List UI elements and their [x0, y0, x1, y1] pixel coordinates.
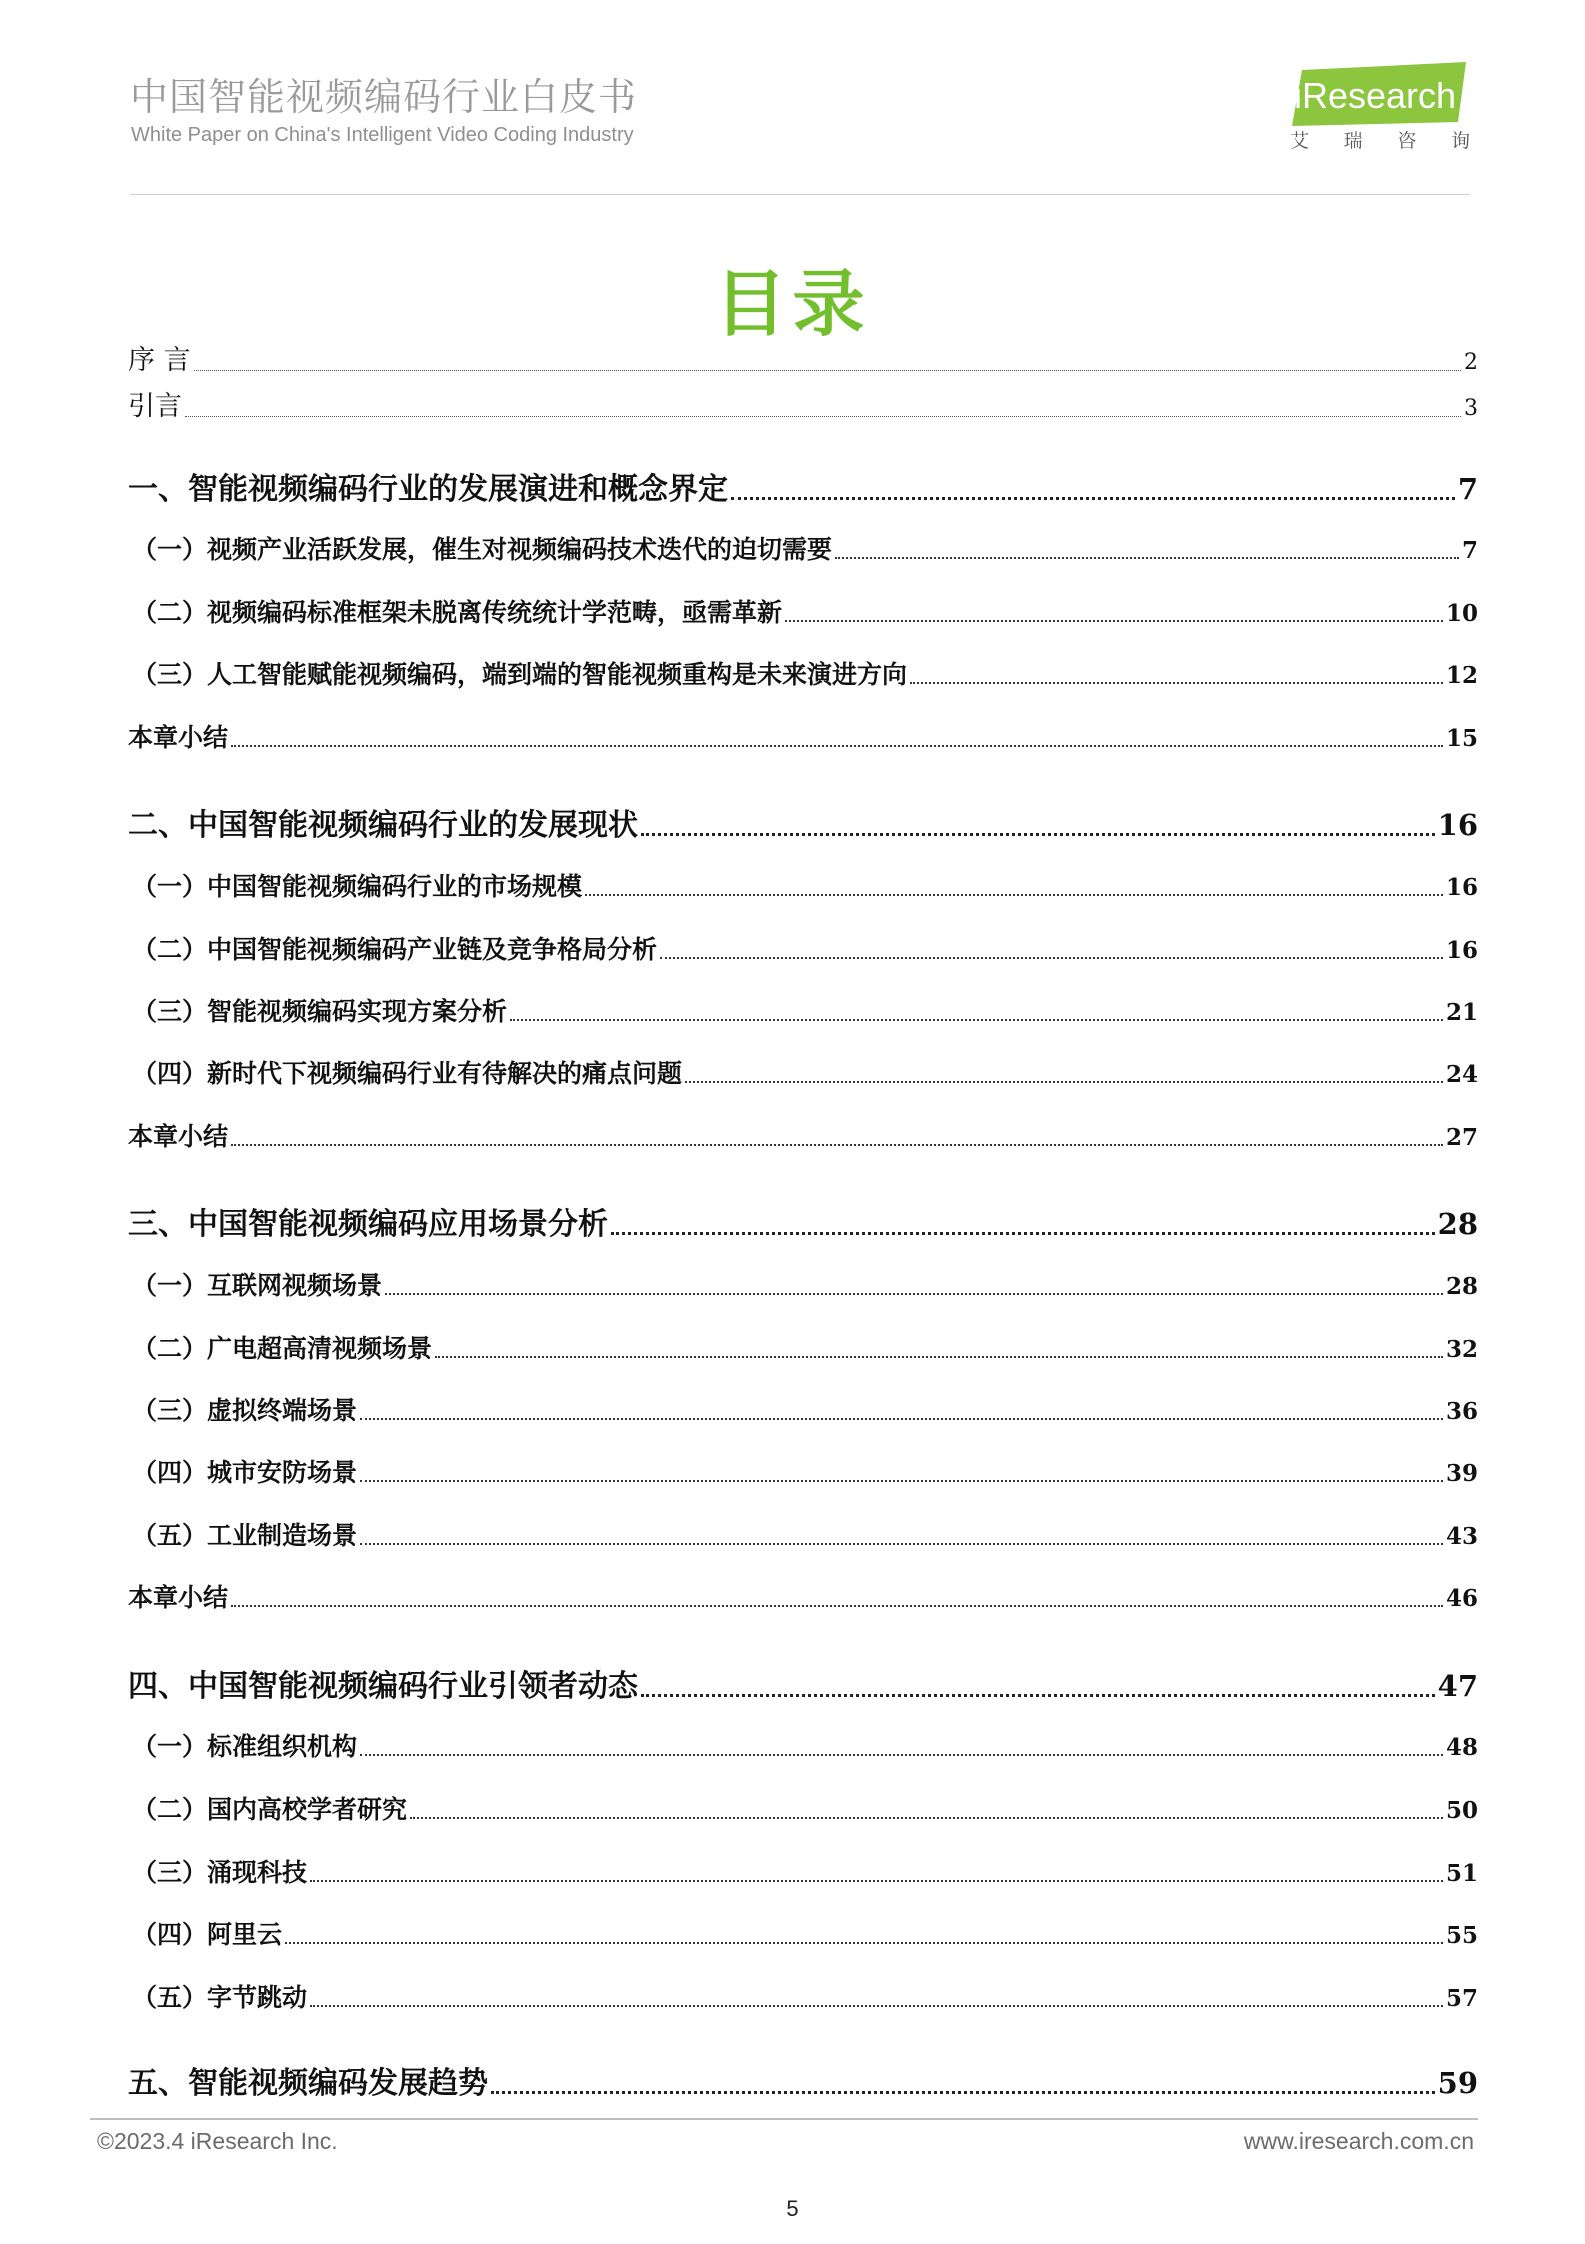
toc-section-label: （五）字节跳动	[132, 1983, 308, 2012]
toc-section-label: （三）涌现科技	[132, 1858, 308, 1887]
toc-section-page: 43	[1445, 1523, 1478, 1550]
toc-section-page: 57	[1445, 1985, 1478, 2012]
toc-chapter-page: 7	[1457, 472, 1478, 506]
toc-chapter-summary[interactable]	[128, 1578, 1478, 1614]
dot-leader	[231, 1144, 1443, 1146]
toc-chapter-title: 五、智能视频编码发展趋势	[128, 2066, 488, 2101]
toc-section-page: 39	[1445, 1460, 1478, 1487]
toc-chapter-title: 四、中国智能视频编码行业引领者动态	[128, 1669, 638, 1704]
footer-divider	[90, 2118, 1478, 2120]
document-title: 中国智能视频编码行业白皮书	[130, 75, 638, 119]
dot-leader	[910, 682, 1443, 684]
logo-char: 询	[1450, 130, 1470, 152]
toc-section-page: 16	[1445, 874, 1478, 901]
dot-leader	[185, 416, 1461, 417]
toc-section[interactable]	[128, 1054, 1478, 1090]
toc-section-page: 36	[1445, 1398, 1478, 1425]
toc-entry-label: 引言	[128, 391, 182, 422]
toc-chapter-page: 59	[1437, 2066, 1478, 2100]
page-number: 5	[786, 2196, 799, 2221]
toc-section-page: 55	[1445, 1922, 1478, 1949]
toc-entry-page: 2	[1464, 350, 1478, 375]
footer-website[interactable]: www.iresearch.com.cn	[1243, 2128, 1474, 2154]
toc-heading: 目录	[714, 262, 871, 346]
toc-entry-page: 3	[1464, 396, 1478, 421]
dot-leader	[360, 1543, 1443, 1545]
toc-summary-label: 本章小结	[128, 1122, 229, 1151]
toc-chapter-1[interactable]	[128, 464, 1478, 508]
toc-section-label: （三）智能视频编码实现方案分析	[132, 997, 508, 1026]
toc-chapter-2[interactable]	[128, 800, 1478, 844]
dot-leader	[660, 957, 1443, 959]
toc-chapter-4[interactable]	[128, 1661, 1478, 1705]
dot-leader	[310, 2005, 1443, 2007]
toc-section-label: （四）阿里云	[132, 1920, 283, 1949]
dot-leader	[285, 1942, 1443, 1944]
toc-entry-preface[interactable]	[128, 338, 1478, 377]
toc-chapter-title: 三、中国智能视频编码应用场景分析	[128, 1207, 608, 1242]
dot-leader	[385, 1293, 1443, 1295]
toc-section[interactable]	[128, 1915, 1478, 1951]
toc-section[interactable]	[128, 1329, 1478, 1365]
toc-section-label: （一）中国智能视频编码行业的市场规模	[132, 872, 583, 901]
toc-section-label: （一）互联网视频场景	[132, 1271, 383, 1300]
toc-chapter-3[interactable]	[128, 1199, 1478, 1243]
toc-section-page: 48	[1445, 1734, 1478, 1761]
logo-text: iResearch	[1294, 75, 1457, 116]
toc-chapter-page: 16	[1437, 808, 1478, 842]
dot-leader	[641, 833, 1435, 836]
toc-entry-introduction[interactable]	[128, 384, 1478, 423]
toc-summary-page: 27	[1445, 1124, 1478, 1151]
document-subtitle: White Paper on China's Intelligent Video Coding Industry	[131, 124, 634, 146]
toc-section[interactable]	[128, 1516, 1478, 1552]
toc-section-label: （五）工业制造场景	[132, 1521, 358, 1550]
toc-section[interactable]	[128, 992, 1478, 1028]
toc-section[interactable]	[128, 1453, 1478, 1489]
dot-leader	[231, 1605, 1443, 1607]
logo-char: 咨	[1397, 130, 1417, 152]
dot-leader	[510, 1019, 1443, 1021]
toc-chapter-summary[interactable]	[128, 1117, 1478, 1153]
toc-summary-label: 本章小结	[128, 1583, 229, 1612]
toc-section[interactable]	[128, 530, 1478, 566]
toc-section[interactable]	[128, 593, 1478, 629]
toc-summary-page: 46	[1445, 1585, 1478, 1612]
toc-section[interactable]	[128, 1266, 1478, 1302]
header-divider	[130, 194, 1470, 195]
toc-section-label: （四）新时代下视频编码行业有待解决的痛点问题	[132, 1059, 683, 1088]
toc-section-label: （二）广电超高清视频场景	[132, 1334, 433, 1363]
toc-section[interactable]	[128, 655, 1478, 691]
logo-char: 瑞	[1343, 130, 1363, 152]
toc-section-label: （三）人工智能赋能视频编码，端到端的智能视频重构是未来演进方向	[132, 660, 908, 689]
toc-section-label: （二）视频编码标准框架未脱离传统统计学范畴，亟需革新	[132, 598, 783, 627]
logo-chinese-name	[1290, 126, 1470, 153]
toc-section-label: （一）标准组织机构	[132, 1732, 358, 1761]
toc-section[interactable]	[128, 1790, 1478, 1826]
toc-section[interactable]	[128, 930, 1478, 966]
dot-leader	[410, 1817, 1443, 1819]
dot-leader	[491, 2091, 1435, 2094]
dot-leader	[360, 1418, 1443, 1420]
toc-chapter-title: 一、智能视频编码行业的发展演进和概念界定	[128, 472, 728, 507]
dot-leader	[435, 1356, 1443, 1358]
toc-chapter-page: 28	[1437, 1207, 1478, 1241]
toc-section-page: 21	[1445, 999, 1478, 1026]
toc-section[interactable]	[128, 1391, 1478, 1427]
toc-section-page: 50	[1445, 1797, 1478, 1824]
dot-leader	[360, 1754, 1443, 1756]
toc-section[interactable]	[128, 1727, 1478, 1763]
dot-leader	[785, 620, 1443, 622]
toc-chapter-summary[interactable]	[128, 718, 1478, 754]
toc-section-page: 10	[1445, 600, 1478, 627]
toc-summary-page: 15	[1445, 725, 1478, 752]
toc-entry-label: 序 言	[128, 345, 191, 376]
toc-section-label: （四）城市安防场景	[132, 1458, 358, 1487]
toc-section-page: 7	[1461, 537, 1478, 564]
toc-section-page: 12	[1445, 662, 1478, 689]
toc-section[interactable]	[128, 1978, 1478, 2014]
dot-leader	[685, 1081, 1443, 1083]
toc-section-page: 24	[1445, 1061, 1478, 1088]
dot-leader	[731, 497, 1455, 500]
toc-section-label: （二）国内高校学者研究	[132, 1795, 408, 1824]
toc-chapter-page: 47	[1437, 1669, 1478, 1703]
toc-chapter-5[interactable]	[128, 2058, 1478, 2102]
dot-leader	[194, 370, 1461, 371]
toc-section-page: 16	[1445, 937, 1478, 964]
toc-section-page: 32	[1445, 1336, 1478, 1363]
logo-char: 艾	[1290, 130, 1310, 152]
toc-section-label: （二）中国智能视频编码产业链及竞争格局分析	[132, 935, 658, 964]
toc-section-label: （一）视频产业活跃发展，催生对视频编码技术迭代的迫切需要	[132, 535, 833, 564]
dot-leader	[641, 1694, 1435, 1697]
dot-leader	[611, 1232, 1435, 1235]
toc-chapter-title: 二、中国智能视频编码行业的发展现状	[128, 808, 638, 843]
toc-section[interactable]	[128, 867, 1478, 903]
dot-leader	[585, 894, 1443, 896]
toc-section-page: 51	[1445, 1860, 1478, 1887]
dot-leader	[360, 1480, 1443, 1482]
footer-copyright: ©2023.4 iResearch Inc.	[97, 2128, 338, 2154]
dot-leader	[835, 557, 1459, 559]
dot-leader	[231, 745, 1443, 747]
dot-leader	[310, 1880, 1443, 1882]
toc-summary-label: 本章小结	[128, 723, 229, 752]
toc-section-page: 28	[1445, 1273, 1478, 1300]
toc-section-label: （三）虚拟终端场景	[132, 1396, 358, 1425]
toc-section[interactable]	[128, 1853, 1478, 1889]
